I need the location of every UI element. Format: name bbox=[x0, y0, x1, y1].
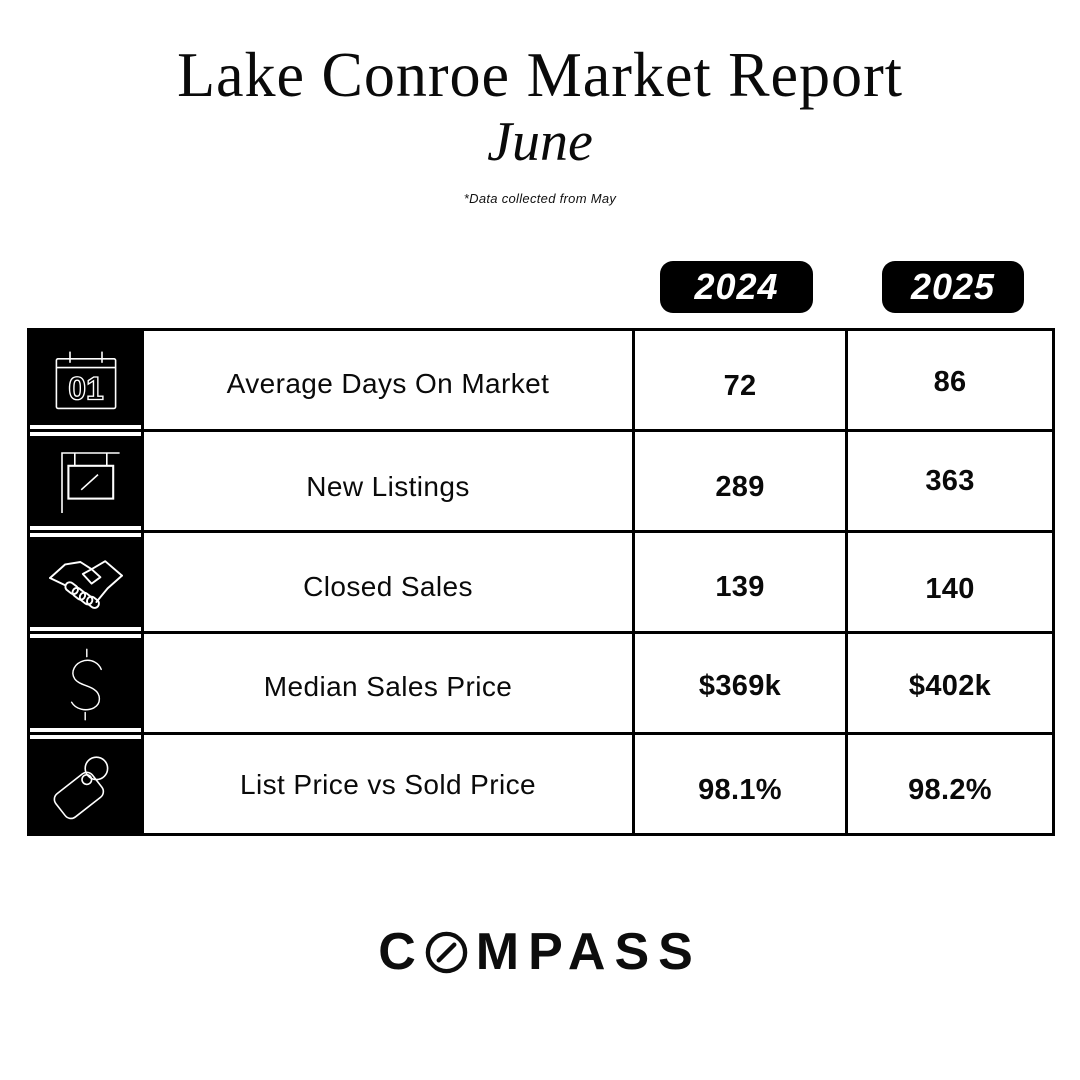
metric-value-2024: 72 bbox=[635, 331, 848, 429]
handshake-icon bbox=[30, 537, 141, 627]
table-row-new-listings bbox=[30, 432, 1052, 533]
report-month: June bbox=[487, 111, 593, 173]
tag-icon bbox=[30, 739, 141, 833]
table-row-days-on-market bbox=[30, 331, 1052, 432]
metric-value-2024: $369k bbox=[635, 634, 848, 732]
table-row-median-sales-price bbox=[30, 634, 1052, 735]
table-row-list-vs-sold bbox=[30, 735, 1052, 833]
icon-cell bbox=[30, 533, 141, 631]
metric-label: Median Sales Price bbox=[141, 634, 635, 732]
year-badge-2025: 2025 bbox=[882, 261, 1024, 313]
metric-value-2024: 289 bbox=[635, 432, 848, 530]
metric-value-2024: 139 bbox=[635, 533, 848, 631]
metric-label: Average Days On Market bbox=[141, 331, 635, 429]
market-metrics-table bbox=[27, 328, 1055, 836]
metric-value-2025: $402k bbox=[908, 669, 992, 702]
metric-value-2025: 98.2% bbox=[908, 774, 992, 806]
year-badge-2024: 2024 bbox=[660, 261, 813, 313]
metric-label: List Price vs Sold Price bbox=[141, 735, 635, 833]
icon-cell bbox=[30, 634, 141, 732]
dollar-icon bbox=[30, 638, 141, 728]
compass-logo bbox=[0, 922, 1080, 982]
svg-text:01: 01 bbox=[67, 370, 104, 407]
metric-value-2024: 98.1% bbox=[635, 735, 848, 833]
icon-cell bbox=[30, 432, 141, 530]
sign-icon bbox=[30, 436, 141, 526]
page-title: Lake Conroe Market Report bbox=[177, 39, 903, 110]
icon-cell bbox=[30, 735, 141, 833]
data-collection-note: *Data collected from May bbox=[463, 191, 617, 206]
metric-value-2025: 86 bbox=[933, 366, 967, 398]
calendar-icon bbox=[30, 331, 141, 425]
table-row-closed-sales bbox=[30, 533, 1052, 634]
compass-logo-rest: MPASS bbox=[475, 923, 702, 981]
compass-needle-o-icon bbox=[424, 930, 469, 975]
icon-cell bbox=[30, 331, 141, 429]
metric-value-2025: 140 bbox=[925, 573, 975, 605]
metric-label: New Listings bbox=[141, 432, 635, 530]
metric-label: Closed Sales bbox=[141, 533, 635, 631]
metric-value-2025: 363 bbox=[925, 465, 975, 497]
compass-logo-c: C bbox=[378, 923, 425, 981]
